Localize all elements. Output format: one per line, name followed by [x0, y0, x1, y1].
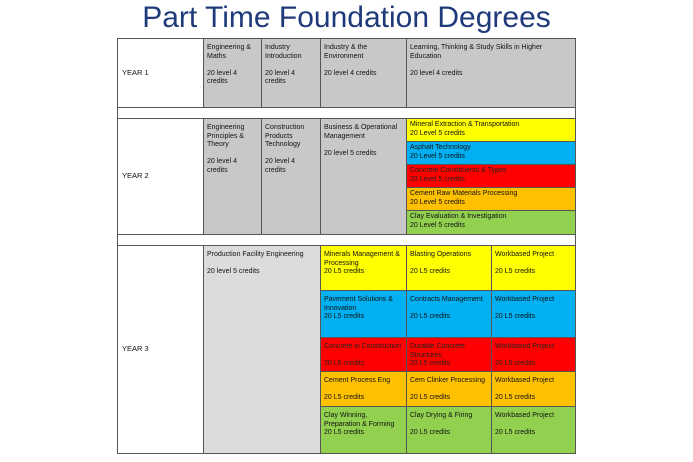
year3-label: YEAR 3 [117, 245, 204, 454]
year2-module: Construction Products Technology 20 level 4 credits [261, 118, 321, 235]
year1-label: YEAR 1 [117, 38, 204, 108]
year1-module: Industry Introduction 20 level 4 credits [261, 38, 321, 108]
year2-option: Cement Raw Materials Processing 20 Level 5 credits [406, 187, 576, 211]
year3-option: Workbased Project 20 L5 credits [491, 245, 576, 291]
year3-option: Clay Drying & Firing 20 L5 credits [406, 406, 492, 454]
year1-module: Learning, Thinking & Study Skills in Higher Education 20 level 4 credits [406, 38, 576, 108]
year2-label: YEAR 2 [117, 118, 204, 235]
year1-module: Engineering & Maths 20 level 4 credits [203, 38, 262, 108]
year2-module: Business & Operational Management 20 level 5 credits [320, 118, 407, 235]
year3-option: Cement Process Eng 20 L5 credits [320, 371, 407, 407]
year3-option: Durable Concrete Structures 20 L5 credits [406, 337, 492, 372]
year3-option: Workbased Project 20 L5 credits [491, 371, 576, 407]
year2-option: Mineral Extraction & Transportation 20 Level 5 credits [406, 118, 576, 142]
year3-option: Concrete in Construction 20 L5 credits [320, 337, 407, 372]
year3-option: Minerals Management & Processing 20 L5 credits [320, 245, 407, 291]
year2-option: Concrete Constituents & Types 20 Level 5 credits [406, 164, 576, 188]
year2-option: Asphalt Technology 20 Level 5 credits [406, 141, 576, 165]
year2-module: Engineering Principles & Theory 20 level 4 credits [203, 118, 262, 235]
year1-module: Industry & the Environment 20 level 4 credits [320, 38, 407, 108]
year3-option: Contracts Management 20 L5 credits [406, 290, 492, 338]
year3-option: Clay Winning, Preparation & Forming 20 L5 credits [320, 406, 407, 454]
page-title: Part Time Foundation Degrees [142, 1, 551, 34]
year3-option: Pavement Solutions & Innovation 20 L5 credits [320, 290, 407, 338]
year2-option: Clay Evaluation & Investigation 20 Level 5 credits [406, 210, 576, 235]
year3-option: Workbased Project 20 L5 credits [491, 337, 576, 372]
year3-option: Workbased Project 20 L5 credits [491, 406, 576, 454]
year3-option: Cem Clinker Processing 20 L5 credits [406, 371, 492, 407]
year3-core-module: Production Facility Engineering 20 level 5 credits [203, 245, 321, 454]
year3-option: Workbased Project 20 L5 credits [491, 290, 576, 338]
year3-option: Blasting Operations 20 L5 credits [406, 245, 492, 291]
